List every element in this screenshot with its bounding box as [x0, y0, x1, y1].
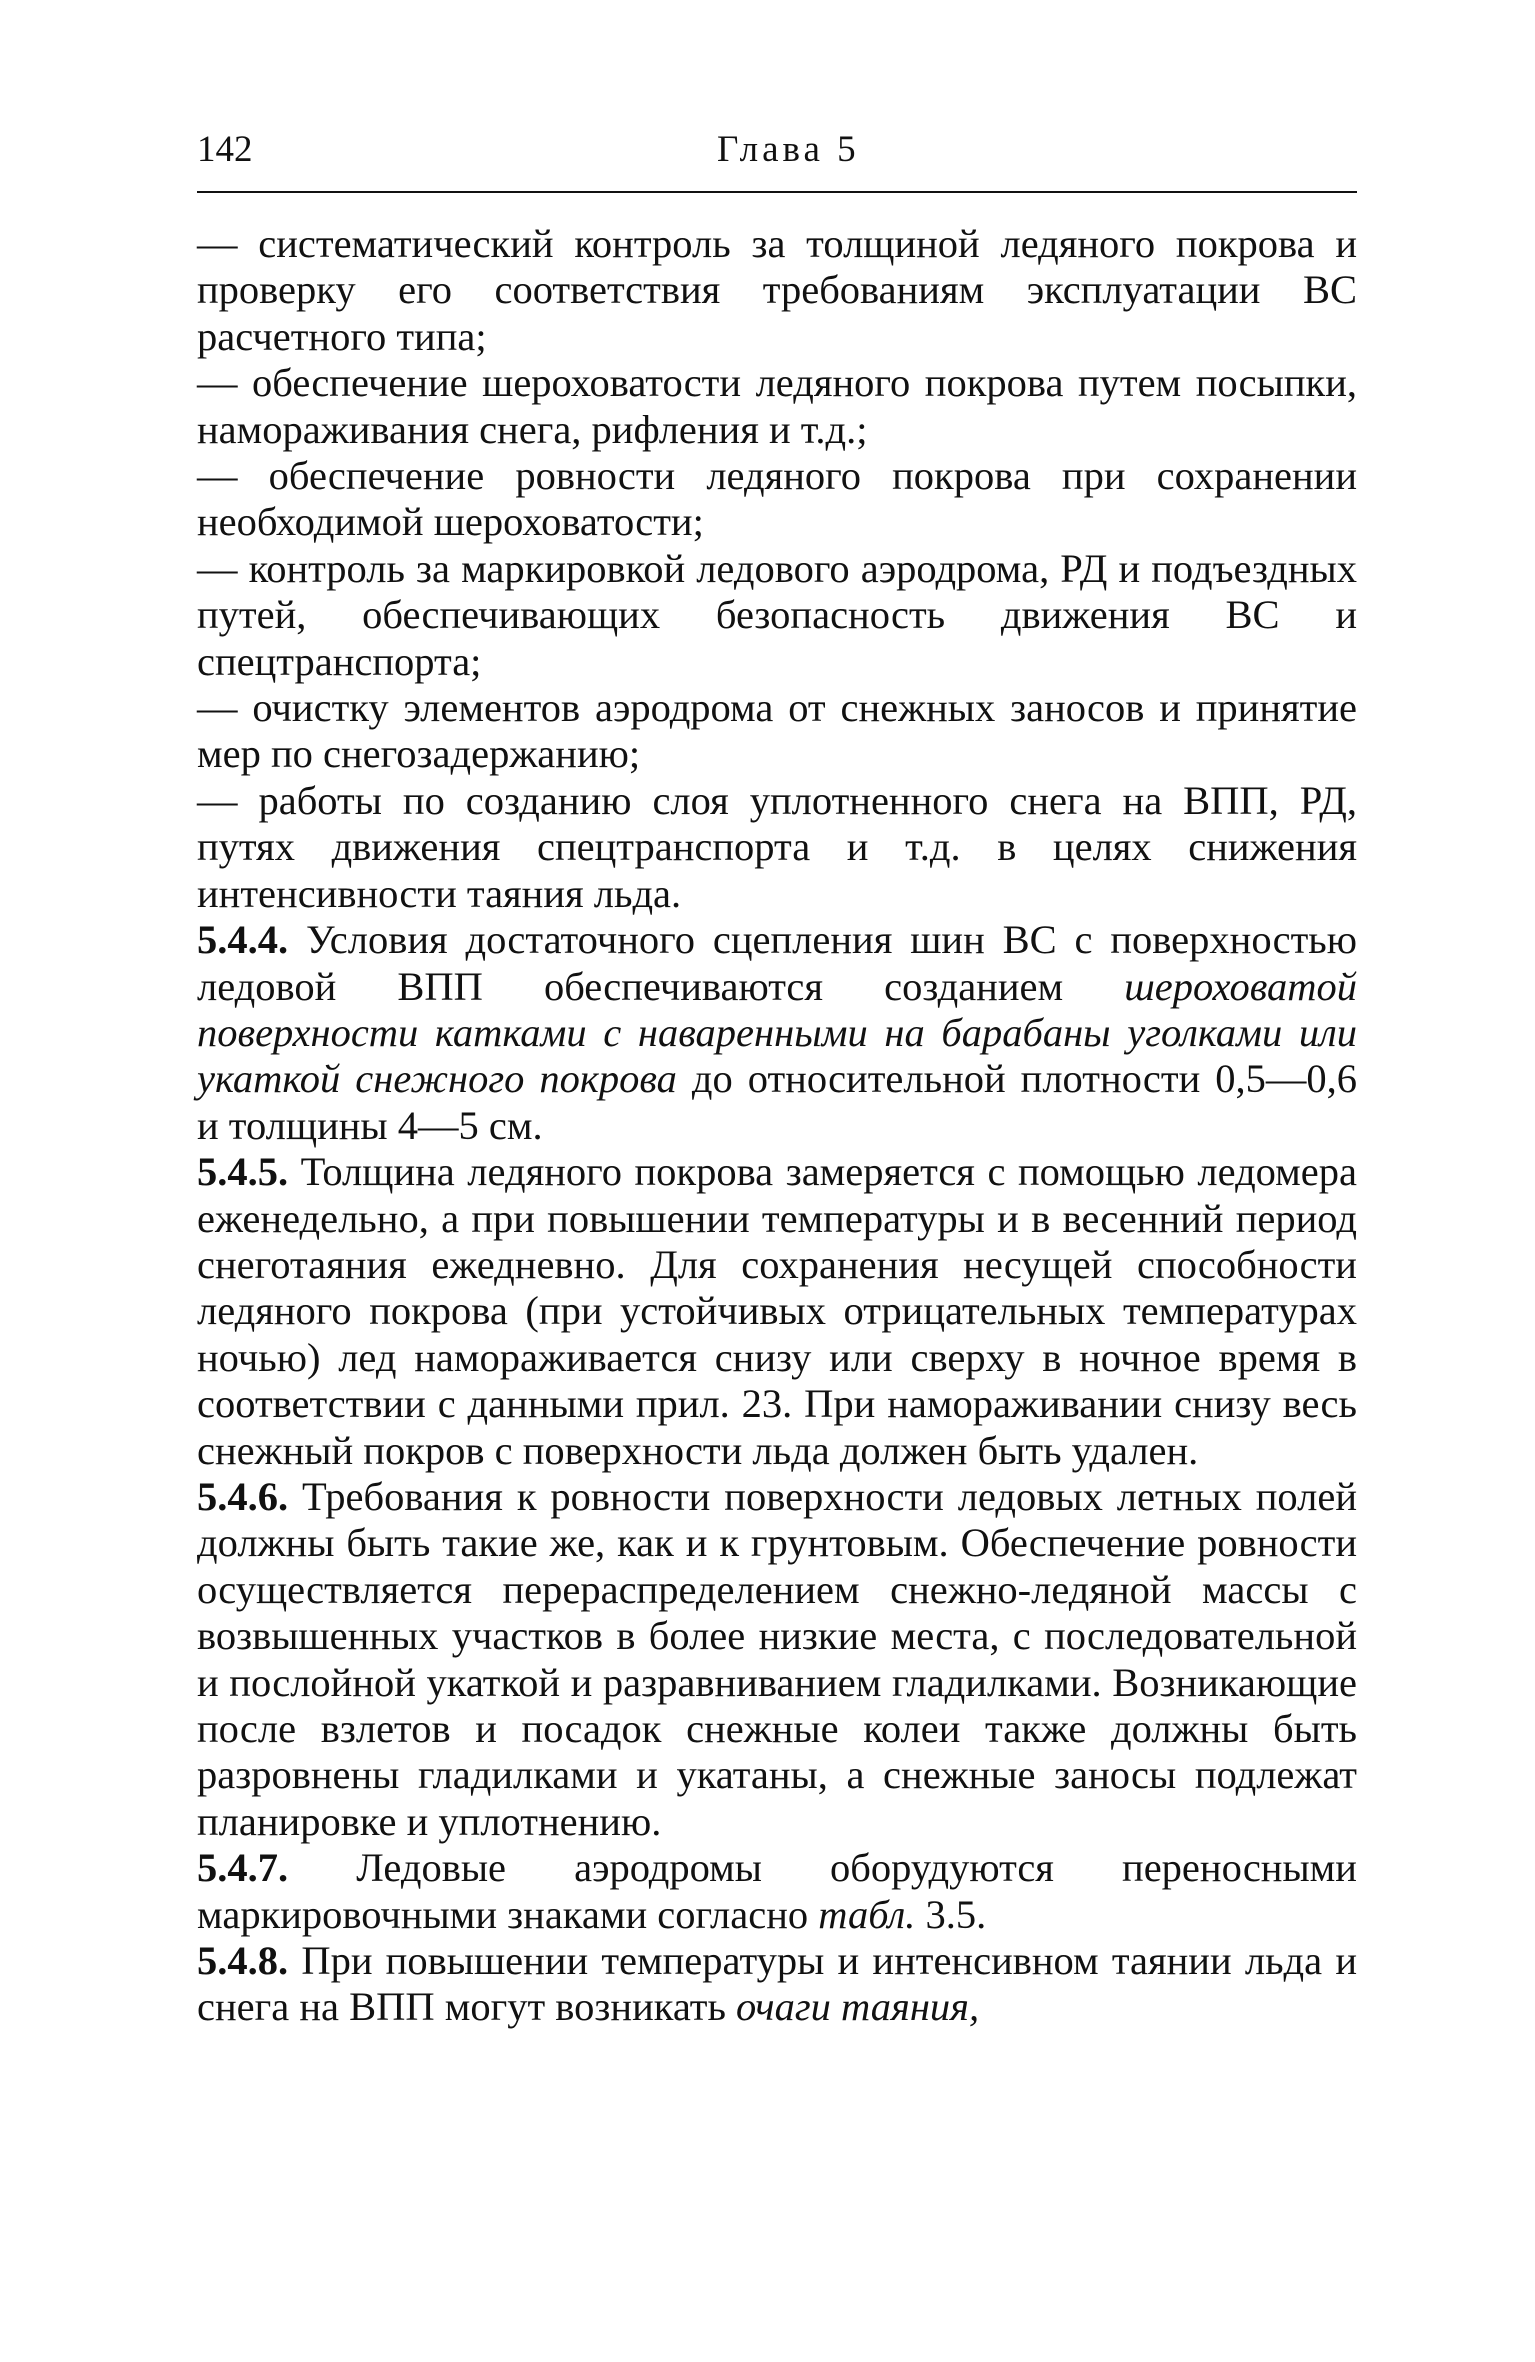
- section-number: 5.4.8.: [197, 1938, 289, 1984]
- list-item: — очистку элементов аэродрома от снежных заносов и принятие мер по снегозадержанию;: [197, 685, 1357, 777]
- running-head: [197, 125, 1357, 175]
- page-number: 142: [197, 129, 253, 170]
- paragraph-text: Требования к ровности поверхности ледовых летных полей должны быть такие же, как и к грунтовым. Обеспечение ровности осуществляется перераспределением снежно-ледяной массы с возвышенных участков в более низкие места, с последовательной и послойной укаткой и разравниванием гладилками. Возникающие после взлетов и посадок снежные колеи также должны быть разровнены гладилками и укатаны, а снежные заносы подлежат планировке и уплотнению.: [197, 1473, 1357, 1844]
- paragraph-5-4-4: [197, 917, 1357, 1149]
- list-item: — обеспечение ровности ледяного покрова при сохранении необходимой шероховатости;: [197, 453, 1357, 545]
- paragraph-text: Ледовые аэродромы оборудуются переносными маркировочными знаками согласно: [197, 1845, 1357, 1937]
- book-page: [197, 125, 1357, 2031]
- section-number: 5.4.6.: [197, 1473, 289, 1519]
- section-number: 5.4.4.: [197, 917, 289, 963]
- list-item: — контроль за маркировкой ледового аэродрома, РД и подъездных путей, обеспечивающих безопасность движения ВС и спецтранспорта;: [197, 545, 1357, 684]
- list-item: — обеспечение шероховатости ледяного покрова путем посыпки, намораживания снега, рифления и т.д.;: [197, 360, 1357, 452]
- paragraph-5-4-7: [197, 1845, 1357, 1938]
- chapter-title: Глава 5: [717, 129, 860, 170]
- paragraph-italic-text: табл.: [818, 1891, 916, 1937]
- paragraph-text: 3.5.: [915, 1891, 987, 1937]
- section-number: 5.4.7.: [197, 1845, 289, 1891]
- list-item: — работы по созданию слоя уплотненного снега на ВПП, РД, путях движения спецтранспорта и т.д. в целях снижения интенсивности таяния льда.: [197, 777, 1357, 916]
- section-number: 5.4.5.: [197, 1149, 289, 1195]
- paragraph-5-4-8: [197, 1938, 1357, 2031]
- paragraph-italic-text: очаги таяния,: [736, 1984, 980, 2030]
- paragraph-text: При повышении температуры и интенсивном таянии льда и снега на ВПП могут возникать: [197, 1938, 1357, 2030]
- paragraph-text: Толщина ледяного покрова замеряется с помощью ледомера еженедельно, а при повышении температуры и в весенний период снеготаяния ежедневно. Для сохранения несущей способности ледяного покрова (при устойчивых отрицательных температурах ночью) лед намораживается снизу или сверху в ночное время в соответствии с данными прил. 23. При намораживании снизу весь снежный покров с поверхности льда должен быть удален.: [197, 1149, 1357, 1473]
- paragraph-text: до относительной плотности 0,5—0,6 и толщины 4—5 см.: [197, 1056, 1357, 1148]
- body-text: [197, 221, 1357, 2031]
- paragraph-5-4-5: [197, 1149, 1357, 1474]
- paragraph-text: Условия достаточного сцепления шин ВС с поверхностью ледовой ВПП обеспечиваются созданием: [197, 917, 1357, 1009]
- paragraph-italic-text: шероховатой поверхности катками с наваренными на барабаны уголками или укаткой снежного покрова: [197, 963, 1357, 1102]
- list-item: — систематический контроль за толщиной ледяного покрова и проверку его соответствия требованиям эксплуатации ВС расчетного типа;: [197, 221, 1357, 359]
- paragraph-5-4-6: [197, 1474, 1357, 1845]
- header-rule: [197, 191, 1357, 193]
